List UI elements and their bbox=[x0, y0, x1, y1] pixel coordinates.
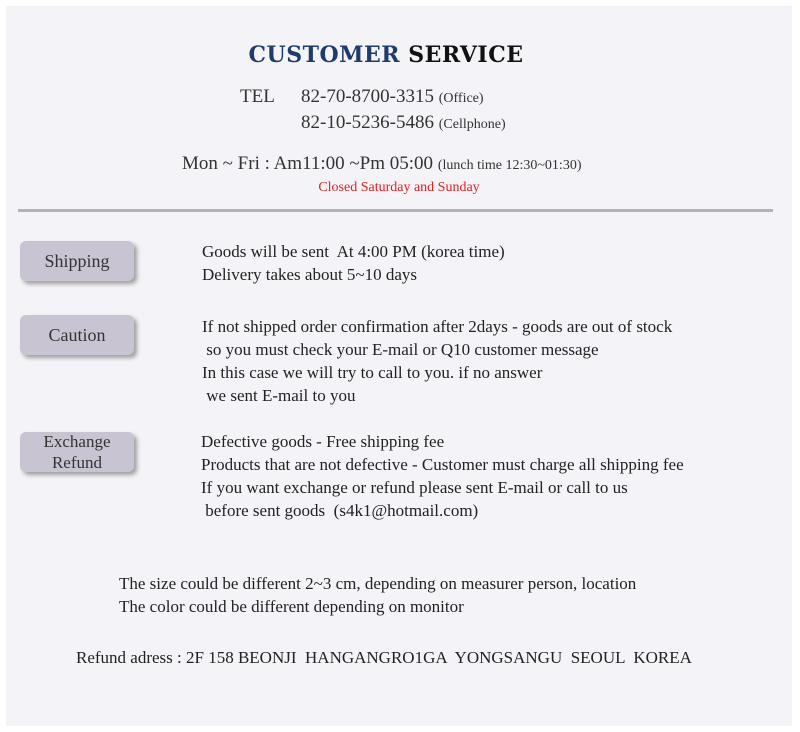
caution-line: so you must check your E-mail or Q10 customer message bbox=[202, 340, 599, 359]
shipping-line: Delivery takes about 5~10 days bbox=[202, 265, 418, 284]
title-customer: CUSTOMER bbox=[248, 42, 401, 68]
refund-tag-label: Refund bbox=[51, 453, 103, 472]
business-hours bbox=[182, 153, 581, 175]
exchange-line: If you want exchange or refund please sent E-mail or call to us bbox=[201, 478, 628, 497]
caution-tag bbox=[20, 315, 134, 355]
office-phone-type: (Office) bbox=[438, 91, 484, 106]
title-service: SERVICE bbox=[408, 42, 524, 68]
page-title bbox=[6, 42, 766, 68]
shipping-line: Goods will be sent At 4:00 PM (korea time) bbox=[202, 242, 505, 261]
caution-line: we sent E-mail to you bbox=[202, 386, 356, 405]
office-phone bbox=[301, 86, 484, 108]
caution-line: In this case we will try to call to you. if no answer bbox=[202, 363, 543, 382]
tel-label: TEL bbox=[240, 86, 275, 107]
shipping-tag-label: Shipping bbox=[44, 251, 110, 271]
customer-service-panel bbox=[6, 6, 792, 726]
caution-tag-label: Caution bbox=[48, 325, 106, 345]
cell-phone-type: (Cellphone) bbox=[438, 117, 506, 132]
caution-line: If not shipped order confirmation after 2days - goods are out of stock bbox=[202, 317, 673, 336]
cell-phone-number: 82-10-5236-5486 bbox=[301, 112, 434, 133]
exchange-line: Products that are not defective - Customer must charge all shipping fee bbox=[201, 455, 684, 474]
cell-phone bbox=[301, 112, 506, 134]
closed-notice: Closed Saturday and Sunday bbox=[318, 180, 480, 195]
note-line: The color could be different depending on monitor bbox=[119, 597, 464, 616]
exchange-tag-label: Exchange bbox=[43, 432, 111, 451]
exchange-line: Defective goods - Free shipping fee bbox=[201, 432, 445, 451]
divider bbox=[18, 209, 773, 212]
shipping-info bbox=[202, 240, 505, 286]
notes bbox=[119, 572, 636, 618]
exchange-info bbox=[201, 430, 684, 522]
exchange-line: before sent goods (s4k1@hotmail.com) bbox=[201, 501, 479, 520]
refund-address: Refund adress : 2F 158 BEONJI HANGANGRO1GA YONGSANGU SEOUL KOREA bbox=[76, 648, 692, 667]
lunch-time: (lunch time 12:30~01:30) bbox=[437, 158, 582, 173]
exchange-refund-tag bbox=[20, 432, 134, 472]
caution-info bbox=[202, 315, 672, 407]
hours-text: Mon ~ Fri : Am11:00 ~Pm 05:00 bbox=[182, 153, 434, 174]
shipping-tag bbox=[20, 241, 134, 281]
note-line: The size could be different 2~3 cm, depending on measurer person, location bbox=[119, 574, 637, 593]
office-phone-number: 82-70-8700-3315 bbox=[301, 86, 434, 107]
